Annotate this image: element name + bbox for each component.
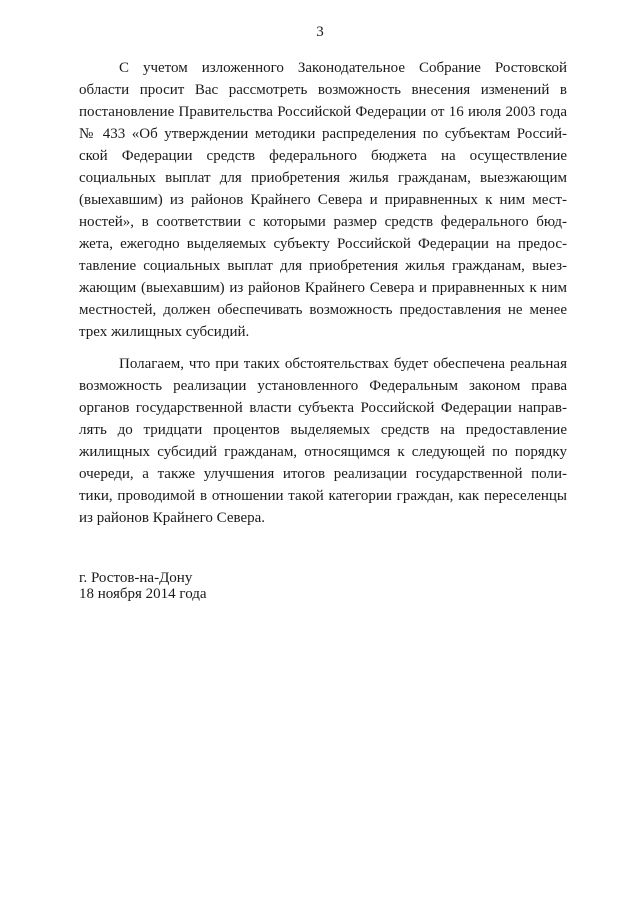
text-line: тавление социальных выплат для приобретения жилья гражданам, выез-: [79, 258, 567, 274]
text-line: лять до тридцати процентов выделяемых средств на предоставление: [79, 422, 567, 438]
text-line: С учетом изложенного Законодательное Собрание Ростовской: [119, 60, 567, 76]
text-line: (выехавшим) из районов Крайнего Севера и приравненных к ним мест-: [79, 192, 567, 208]
text-line: возможность реализации установленного Федеральным законом права: [79, 378, 567, 394]
document-body: [79, 57, 567, 529]
text-line: ностей», в соответствии с которыми размер средств федерального бюд-: [79, 214, 567, 230]
text-line: органов государственной власти субъекта Российской Федерации направ-: [79, 400, 567, 416]
text-line: постановление Правительства Российской Федерации от 16 июля 2003 года: [79, 104, 567, 120]
text-line: очереди, а также улучшения итогов реализации государственной поли-: [79, 466, 567, 482]
text-line: из районов Крайнего Севера.: [79, 510, 266, 526]
text-line: тики, проводимой в отношении такой категории граждан, как переселенцы: [79, 488, 567, 504]
text-line: трех жилищных субсидий.: [79, 324, 250, 340]
text-line: жающим (выехавшим) из районов Крайнего Севера и приравненных к ним: [79, 280, 567, 296]
signature-city: г. Ростов-на-Дону: [79, 570, 193, 586]
page-number: 3: [316, 24, 324, 40]
text-line: жета, ежегодно выделяемых субъекту Российской Федерации на предос-: [79, 236, 567, 252]
text-line: жилищных субсидий гражданам, относящимся к следующей по порядку: [79, 444, 567, 460]
signature-date: 18 ноября 2014 года: [79, 586, 207, 602]
paragraph-2: [79, 353, 567, 529]
signature-block: [79, 570, 207, 602]
text-line: социальных выплат для приобретения жилья гражданам, выезжающим: [79, 170, 567, 186]
text-line: местностей, должен обеспечивать возможность предоставления не менее: [79, 302, 567, 318]
text-line: области просит Вас рассмотреть возможность внесения изменений в: [79, 82, 567, 98]
text-line: № 433 «Об утверждении методики распределения по субъектам Россий-: [79, 126, 567, 142]
text-line: ской Федерации средств федерального бюджета на осуществление: [79, 148, 567, 164]
paragraph-1: [79, 57, 567, 343]
text-line: Полагаем, что при таких обстоятельствах будет обеспечена реальная: [119, 356, 567, 372]
